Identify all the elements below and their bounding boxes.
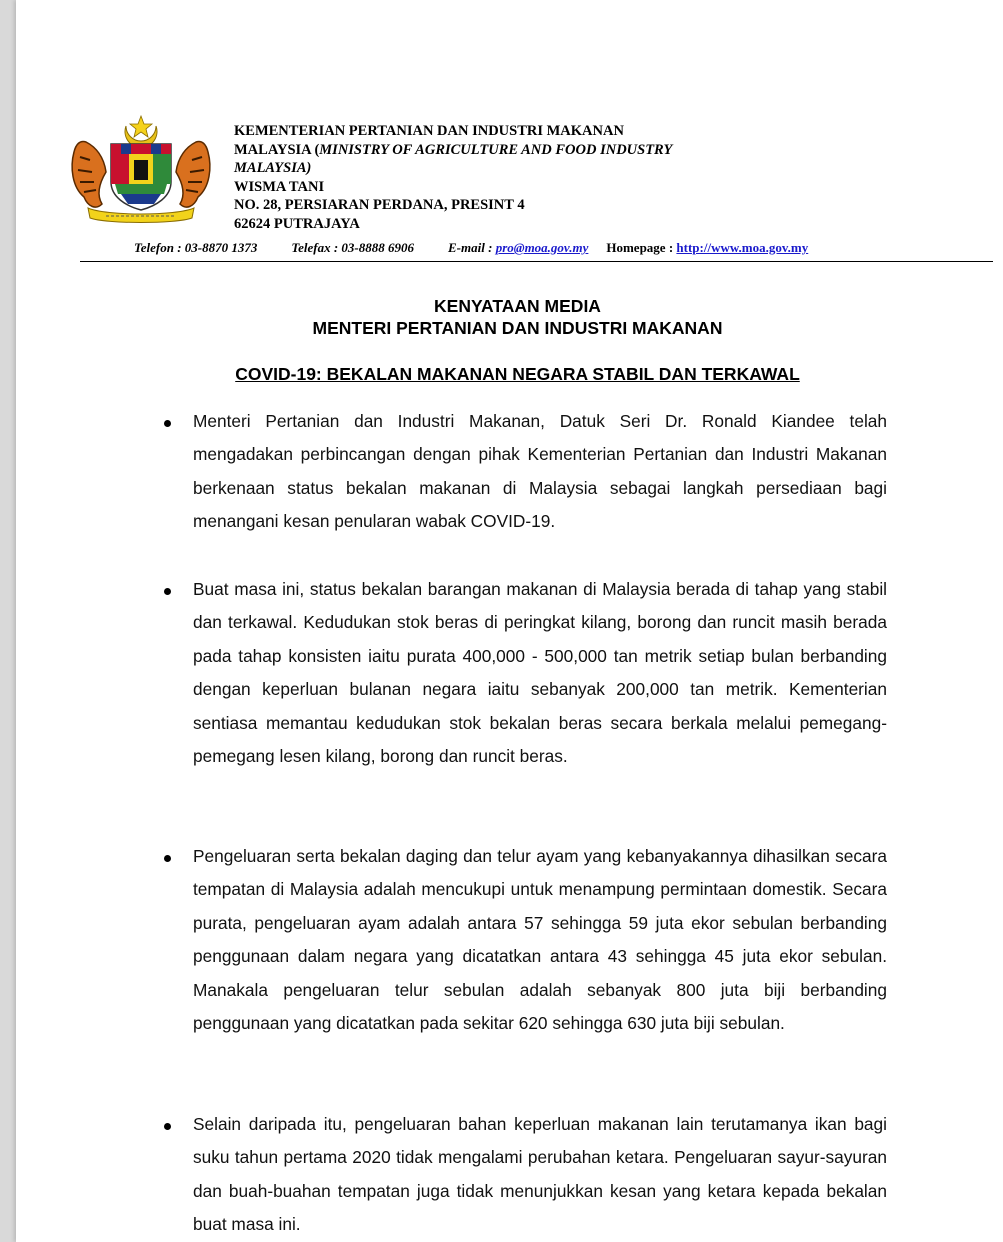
homepage-label: Homepage : [606,240,677,255]
letterhead-address [234,122,794,233]
paragraph-4: Selain daripada itu, pengeluaran bahan keperluan makanan lain terutamanya ikan bagi suku tahun pertama 2020 tidak mengalami perubahan ketara. Pengeluaran sayur-sayuran dan buah-buahan tempatan juga tidak menunjukkan kesan yang ketara kepada bekalan buat masa ini. [193,1114,887,1235]
building-name: WISMA TANI [234,178,325,195]
paragraph-1: Menteri Pertanian dan Industri Makanan, Datuk Seri Dr. Ronald Kiandee telah mengadakan perbincangan dengan pihak Kementerian Pertanian dan Industri Makanan berkenaan status bekalan makanan di Malaysia sebagai langkah persediaan bagi menangani kesan penularan wabak COVID-19. [193,411,887,532]
bullet-icon [164,855,171,862]
email-link[interactable]: pro@moa.gov.my [495,240,589,255]
header-divider [80,261,993,262]
contact-line [134,240,1003,256]
email-label: E-mail : [448,240,496,255]
ministry-name: KEMENTERIAN PERTANIAN DAN INDUSTRI MAKANAN [234,123,624,139]
telefax: Telefax : 03-8888 6906 [291,240,415,255]
document-page [16,0,1003,1242]
malaysia-coat-of-arms-icon [66,112,216,227]
paragraph-3: Pengeluaran serta bekalan daging dan telur ayam yang kebanyakannya dihasilkan secara tempatan di Malaysia adalah mencukupi untuk menampung permintaan domestik. Secara purata, pengeluaran ayam adalah antara 57 sehingga 59 juta ekor sebulan berbanding penggunaan dalam negara yang dicatatkan antara 43 sehingga 45 juta ekor sebulan. Manakala pengeluaran telur sebulan adalah sebanyak 800 juta biji berbanding penggunaan yang dicatatkan pada sekitar 620 sehingga 630 juta biji sebulan. [193,846,887,1034]
ministry-name-english-line1: MALAYSIA (MINISTRY OF AGRICULTURE AND FOOD INDUSTRY [234,141,673,158]
paragraph-2: Buat masa ini, status bekalan barangan makanan di Malaysia berada di tahap yang stabil dan terkawal. Kedudukan stok beras di peringkat kilang, borong dan runcit masih berada pada tahap konsisten iaitu purata 400,000 - 500,000 tan metrik setiap bulan berbanding dengan keperluan bulanan negara iaitu sebanyak 200,000 tan metrik. Kementerian sentiasa memantau kedudukan stok bekalan beras secara berkala melalui pemegang-pemegang lesen kilang, borong dan runcit beras. [193,579,887,767]
bullet-icon [164,588,171,595]
bullet-icon [164,1123,171,1130]
heading-media-statement: KENYATAAN MEDIA [434,296,601,316]
document-title: COVID-19: BEKALAN MAKANAN NEGARA STABIL DAN TERKAWAL [235,364,800,384]
telefon: Telefon : 03-8870 1373 [134,240,258,255]
bullet-icon [164,420,171,427]
heading-minister: MENTERI PERTANIAN DAN INDUSTRI MAKANAN [312,318,723,338]
postcode-city: 62624 PUTRAJAYA [234,215,360,232]
ministry-name-english-line2: MALAYSIA) [234,160,312,176]
street-address: NO. 28, PERSIARAN PERDANA, PRESINT 4 [234,197,525,213]
homepage-link[interactable]: http://www.moa.gov.my [676,240,809,255]
